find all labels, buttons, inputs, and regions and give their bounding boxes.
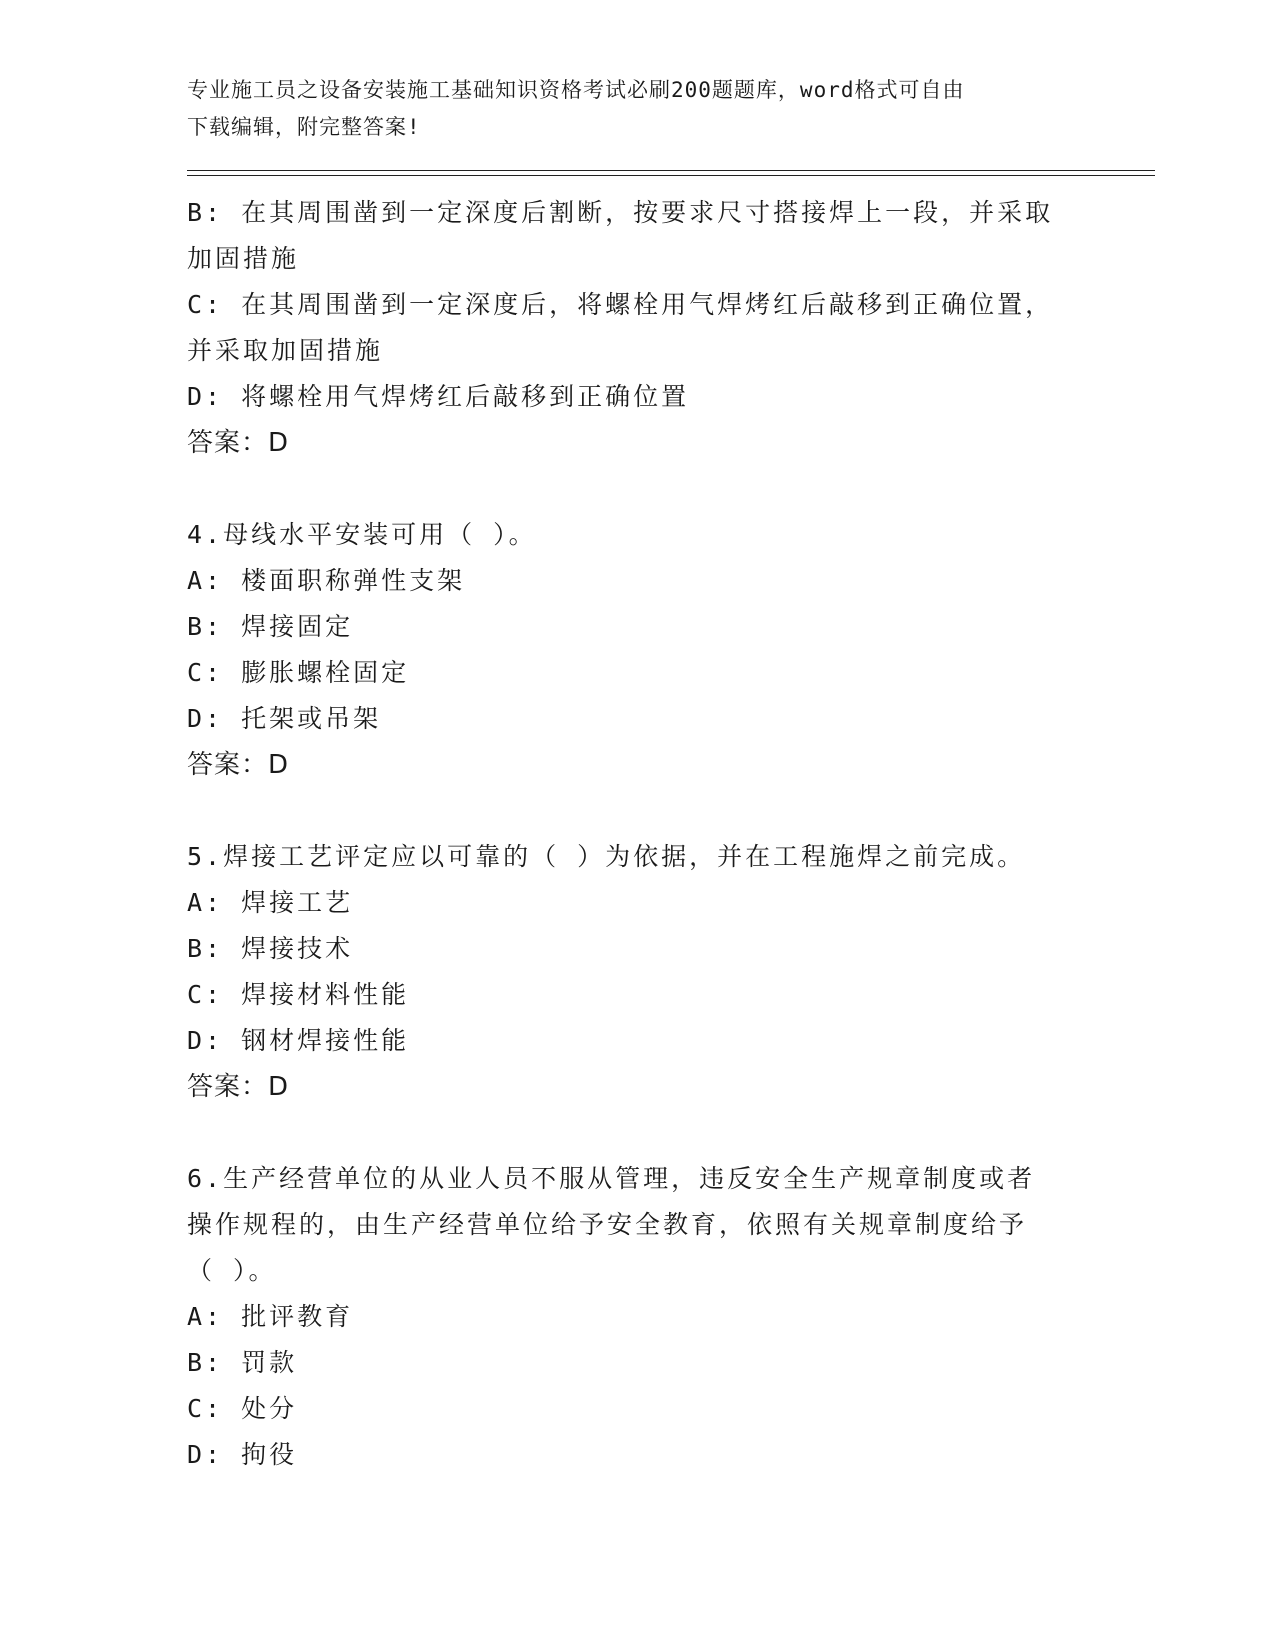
question-stem-line-3: （ ）。 [187,1256,277,1285]
option-a: A: 焊接工艺 [187,888,354,917]
option-d: D: 拘役 [187,1440,298,1469]
question-stem-line-1: 6.生产经营单位的从业人员不服从管理，违反安全生产规章制度或者 [187,1164,1036,1193]
option-a: A: 批评教育 [187,1302,354,1331]
question-4 [187,512,1087,788]
option-a: A: 楼面职称弹性支架 [187,566,466,595]
option-c-line-1: C: 在其周围凿到一定深度后，将螺栓用气焊烤红后敲移到正确位置， [187,290,1054,319]
question-stem: 5.焊接工艺评定应以可靠的（ ）为依据，并在工程施焊之前完成。 [187,842,1026,871]
option-b: B: 焊接固定 [187,612,354,641]
option-c: C: 焊接材料性能 [187,980,410,1009]
option-b: B: 焊接技术 [187,934,354,963]
option-d: D: 钢材焊接性能 [187,1026,410,1055]
question-5 [187,834,1087,1110]
answer: 答案：D [187,428,290,458]
answer: 答案：D [187,1072,290,1102]
document-header [187,72,1067,146]
option-b: B: 罚款 [187,1348,298,1377]
question-spacer [187,1110,1087,1156]
question-3-continued [187,190,1087,466]
option-b-line-1: B: 在其周围凿到一定深度后割断，按要求尺寸搭接焊上一段，并采取 [187,198,1054,227]
header-line-1: 专业施工员之设备安装施工基础知识资格考试必刷200题题库，word格式可自由 [187,78,965,102]
option-d: D: 托架或吊架 [187,704,382,733]
option-c-line-2: 并采取加固措施 [187,336,384,365]
question-spacer [187,788,1087,834]
question-spacer [187,466,1087,512]
header-rule-top [187,170,1155,171]
question-stem-line-2: 操作规程的，由生产经营单位给予安全教育，依照有关规章制度给予 [187,1210,1028,1239]
question-stem: 4.母线水平安装可用（ ）。 [187,520,537,549]
question-content [187,190,1087,1478]
option-c: C: 处分 [187,1394,298,1423]
answer: 答案：D [187,750,290,780]
question-6 [187,1156,1087,1478]
header-line-2: 下载编辑，附完整答案! [187,115,421,139]
option-c: C: 膨胀螺栓固定 [187,658,410,687]
option-b-line-2: 加固措施 [187,244,300,273]
option-d: D: 将螺栓用气焊烤红后敲移到正确位置 [187,382,690,411]
header-rule-bottom [187,175,1155,176]
